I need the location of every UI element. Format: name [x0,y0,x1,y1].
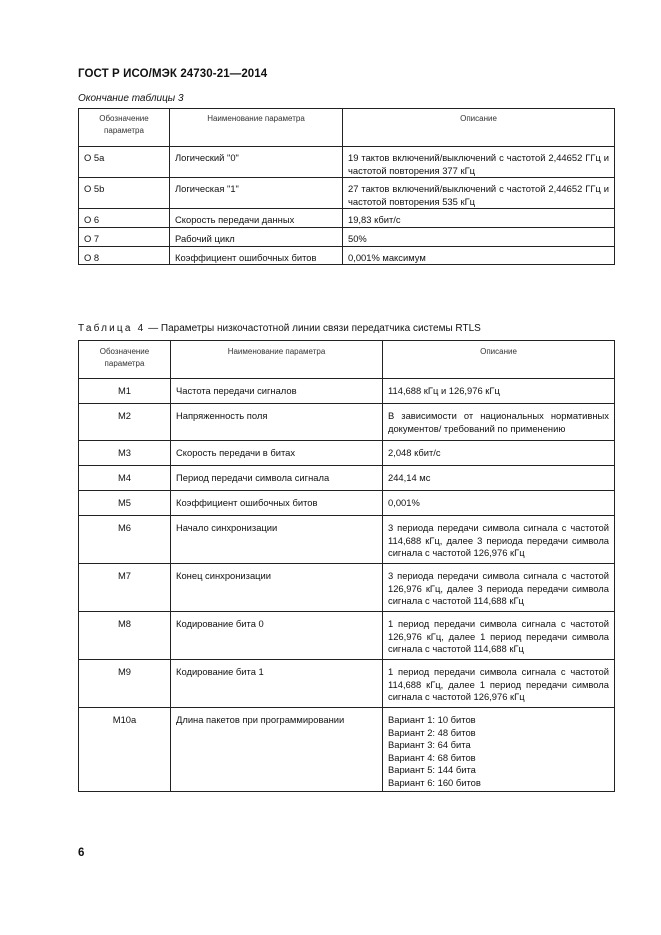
table-header-row [79,109,615,147]
cell-name: Скорость передачи данных [170,209,343,228]
cell-description [383,708,615,792]
table-row [79,708,615,792]
cell-code: M5 [79,491,171,516]
cell-name: Частота передачи сигналов [171,379,383,404]
cell-name: Период передачи символа сигнала [171,466,383,491]
cell-name: Начало синхронизации [171,516,383,564]
cell-code: M2 [79,404,171,441]
cell-description: 50% [343,227,615,246]
cell-code: M7 [79,564,171,612]
variant-line: Вариант 5: 144 бита [388,764,476,776]
cell-name: Логический "0" [170,147,343,178]
cell-name: Напряженность поля [171,404,383,441]
variant-line: Вариант 1: 10 битов [388,714,476,725]
cell-description: 19 тактов включений/выключений с частотой 2,44652 ГГц и частотой повторения 377 кГц [343,147,615,178]
cell-description: 0,001% [383,491,615,516]
table-row [79,516,615,564]
table-row [79,379,615,404]
table-row [79,564,615,612]
column-header-description: Описание [383,341,615,379]
cell-name: Кодирование бита 1 [171,660,383,708]
cell-description: В зависимости от национальных нормативных документов/ требований по применению [383,404,615,441]
cell-name: Скорость передачи в битах [171,441,383,466]
table-row [79,246,615,265]
table-row [79,404,615,441]
cell-description: 1 период передачи символа сигнала с частотой 126,976 кГц, далее 1 период передачи символа сигнала с частотой 114,688 кГц [383,612,615,660]
variant-line: Вариант 2: 48 битов [388,726,476,738]
table-row [79,660,615,708]
cell-description: 3 периода передачи символа сигнала с частотой 126,976 кГц, далее 3 периода передачи символа сигнала с частотой 114,688 кГц [383,564,615,612]
document-header-title: ГОСТ Р ИСО/МЭК 24730-21—2014 [78,68,268,80]
cell-code: O 8 [79,246,170,265]
column-header-name: Наименование параметра [170,109,343,147]
cell-code: O 7 [79,227,170,246]
cell-code: M9 [79,660,171,708]
cell-code: M3 [79,441,171,466]
table4-caption-label: Таблица 4 [78,323,146,334]
table-row [79,209,615,228]
cell-name: Конец синхронизации [171,564,383,612]
cell-code: O 5a [79,147,170,178]
cell-description: 3 периода передачи символа сигнала с частотой 114,688 кГц, далее 3 периода передачи символа сигнала с частотой 126,976 кГц [383,516,615,564]
column-header-description: Описание [343,109,615,147]
cell-name: Коэффициент ошибочных битов [170,246,343,265]
cell-description: 1 период передачи символа сигнала с частотой 114,688 кГц, далее 1 период передачи символа сигнала с частотой 126,976 кГц [383,660,615,708]
cell-name: Длина пакетов при программировании [171,708,383,792]
table-row [79,147,615,178]
variant-line: Вариант 3: 64 бита [388,739,471,751]
table-row [79,441,615,466]
cell-code: O 6 [79,209,170,228]
page-number: 6 [78,847,85,859]
cell-name: Логическая "1" [170,178,343,209]
cell-description: 2,048 кбит/с [383,441,615,466]
cell-code: M8 [79,612,171,660]
cell-code: M6 [79,516,171,564]
cell-name: Кодирование бита 0 [171,612,383,660]
column-header-code: Обозначение параметра [79,109,170,147]
cell-description: 0,001% максимум [343,246,615,265]
table-4 [78,340,615,792]
table3-caption: Окончание таблицы 3 [78,93,184,104]
column-header-code: Обозначение параметра [79,341,171,379]
table-row [79,466,615,491]
table-row [79,227,615,246]
cell-code: M4 [79,466,171,491]
table-row [79,612,615,660]
variant-line: Вариант 6: 160 битов [388,776,481,788]
cell-description: 19,83 кбит/с [343,209,615,228]
table-row [79,178,615,209]
cell-code: O 5b [79,178,170,209]
cell-name: Коэффициент ошибочных битов [171,491,383,516]
cell-description: 27 тактов включений/выключений с частотой 2,44652 ГГц и частотой повторения 535 кГц [343,178,615,209]
variant-line: Вариант 4: 68 битов [388,751,476,763]
table4-caption-text: — Параметры низкочастотной линии связи передатчика системы RTLS [145,323,481,334]
table4-caption [78,323,481,334]
table-row [79,491,615,516]
cell-code: M10a [79,708,171,792]
cell-description: 114,688 кГц и 126,976 кГц [383,379,615,404]
cell-code: M1 [79,379,171,404]
column-header-name: Наименование параметра [171,341,383,379]
cell-description: 244,14 мс [383,466,615,491]
cell-name: Рабочий цикл [170,227,343,246]
table-header-row [79,341,615,379]
table-3 [78,108,615,265]
